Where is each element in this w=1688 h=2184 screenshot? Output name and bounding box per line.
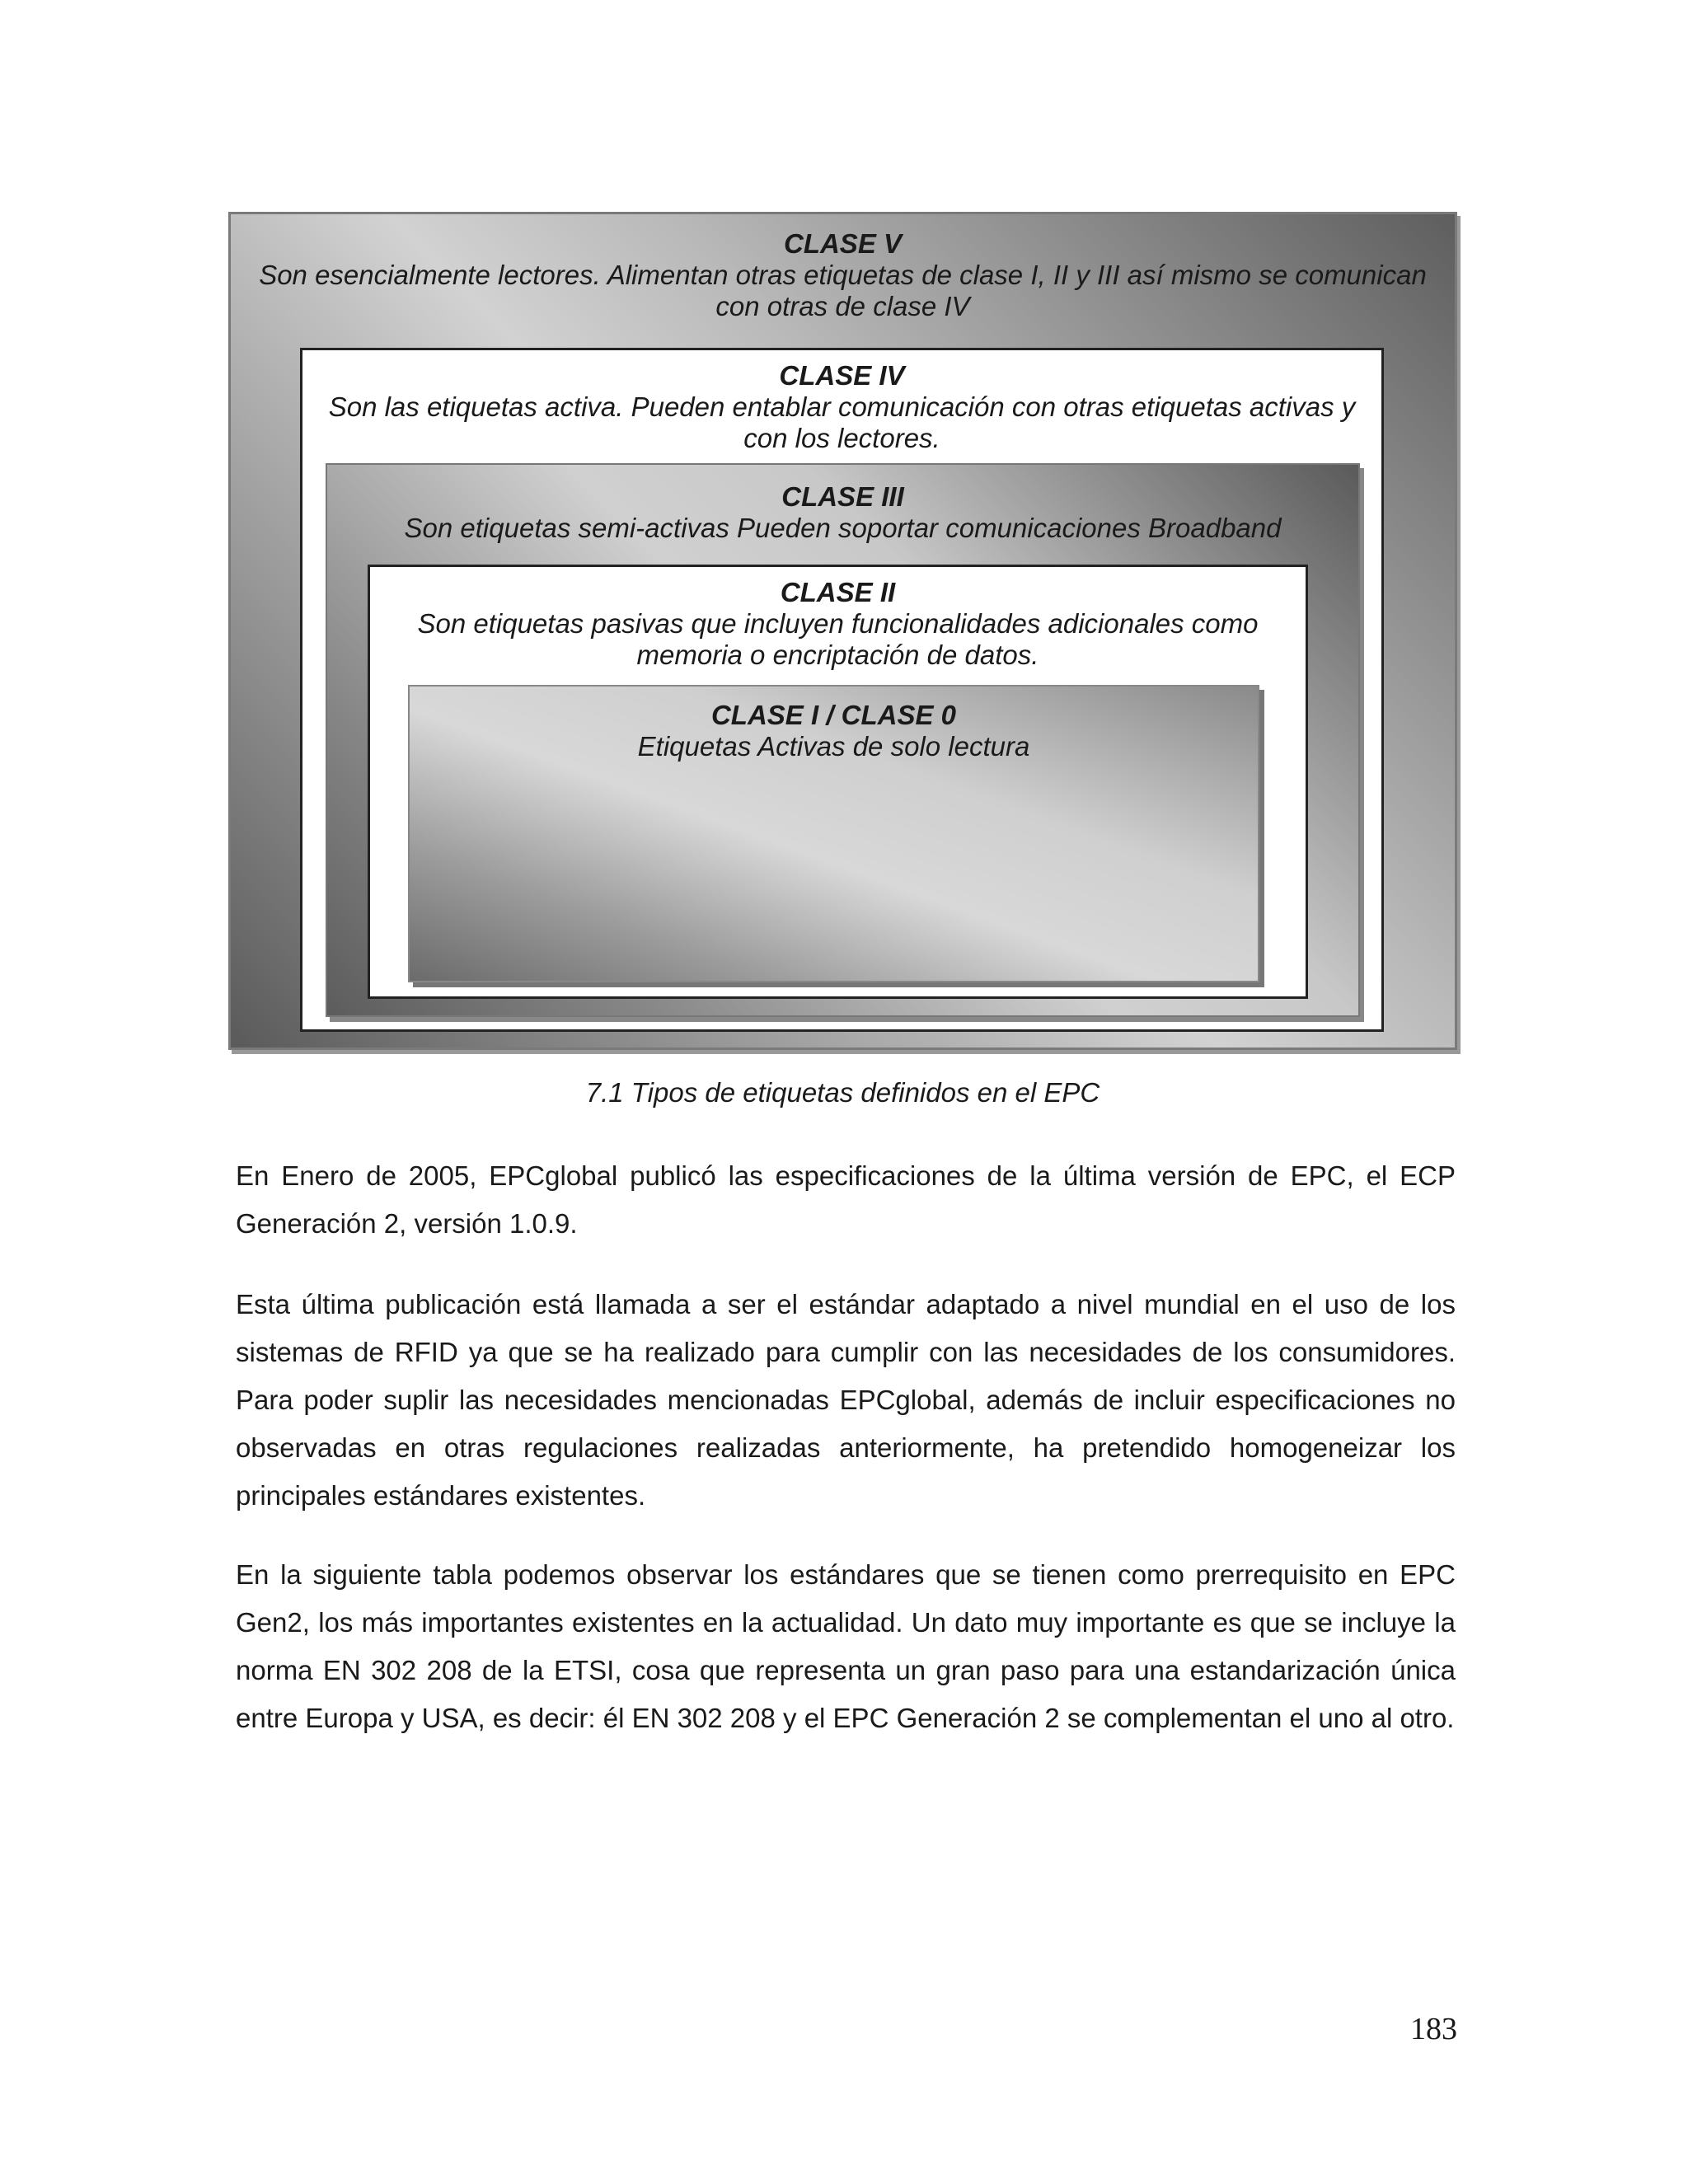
clase-v-title: CLASE V xyxy=(783,228,903,259)
figure-caption: 7.1 Tipos de etiquetas definidos en el EPC xyxy=(585,1077,1100,1108)
clase-i-title: CLASE I / CLASE 0 xyxy=(710,700,957,730)
clase-v-description: Son esencialmente lectores. Alimentan otras etiquetas de clase I, II y III así mismo se comunican con otras de clase IV xyxy=(259,260,1427,321)
paragraph-3: En la siguiente tabla podemos observar los estándares que se tienen como prerrequisito en EPC Gen2, los más importantes existentes en la actualidad. Un dato muy importante es que se incluye la norma EN 302 208 de la ETSI, cosa que representa un gran paso para una estandarización única entre Europa y USA, es decir: él EN 302 208 y el EPC Generación 2 se complementan el uno al otro. xyxy=(236,1559,1456,1733)
clase-i-description: Etiquetas Activas de solo lectura xyxy=(637,731,1030,762)
clase-iv-description: Son las etiquetas activa. Pueden entablar comunicación con otras etiquetas activas y con los lectores. xyxy=(328,391,1356,453)
clase-iii-description: Son etiquetas semi-activas Pueden soportar comunicaciones Broadband xyxy=(404,513,1282,543)
page-number: 183 xyxy=(1410,2012,1457,2046)
clase-ii-title: CLASE II xyxy=(780,577,896,607)
paragraph-2: Esta última publicación está llamada a ser el estándar adaptado a nivel mundial en el uso de los sistemas de RFID ya que se ha realizado para cumplir con las necesidades de los consumidores. Para poder suplir las necesidades mencionadas EPCglobal, además de incluir especificaciones no observadas en otras regulaciones realizadas anteriormente, ha pretendido homogeneizar los principales estándares existentes. xyxy=(236,1289,1456,1511)
paragraph-1: En Enero de 2005, EPCglobal publicó las especificaciones de la última versión de EPC, el ECP Generación 2, versión 1.0.9. xyxy=(236,1160,1456,1239)
clase-iii-title: CLASE III xyxy=(781,481,904,512)
clase-i-box xyxy=(408,685,1259,982)
clase-iv-title: CLASE IV xyxy=(779,360,905,391)
clase-ii-description: Son etiquetas pasivas que incluyen funcionalidades adicionales como memoria o encriptación de datos. xyxy=(417,608,1259,670)
